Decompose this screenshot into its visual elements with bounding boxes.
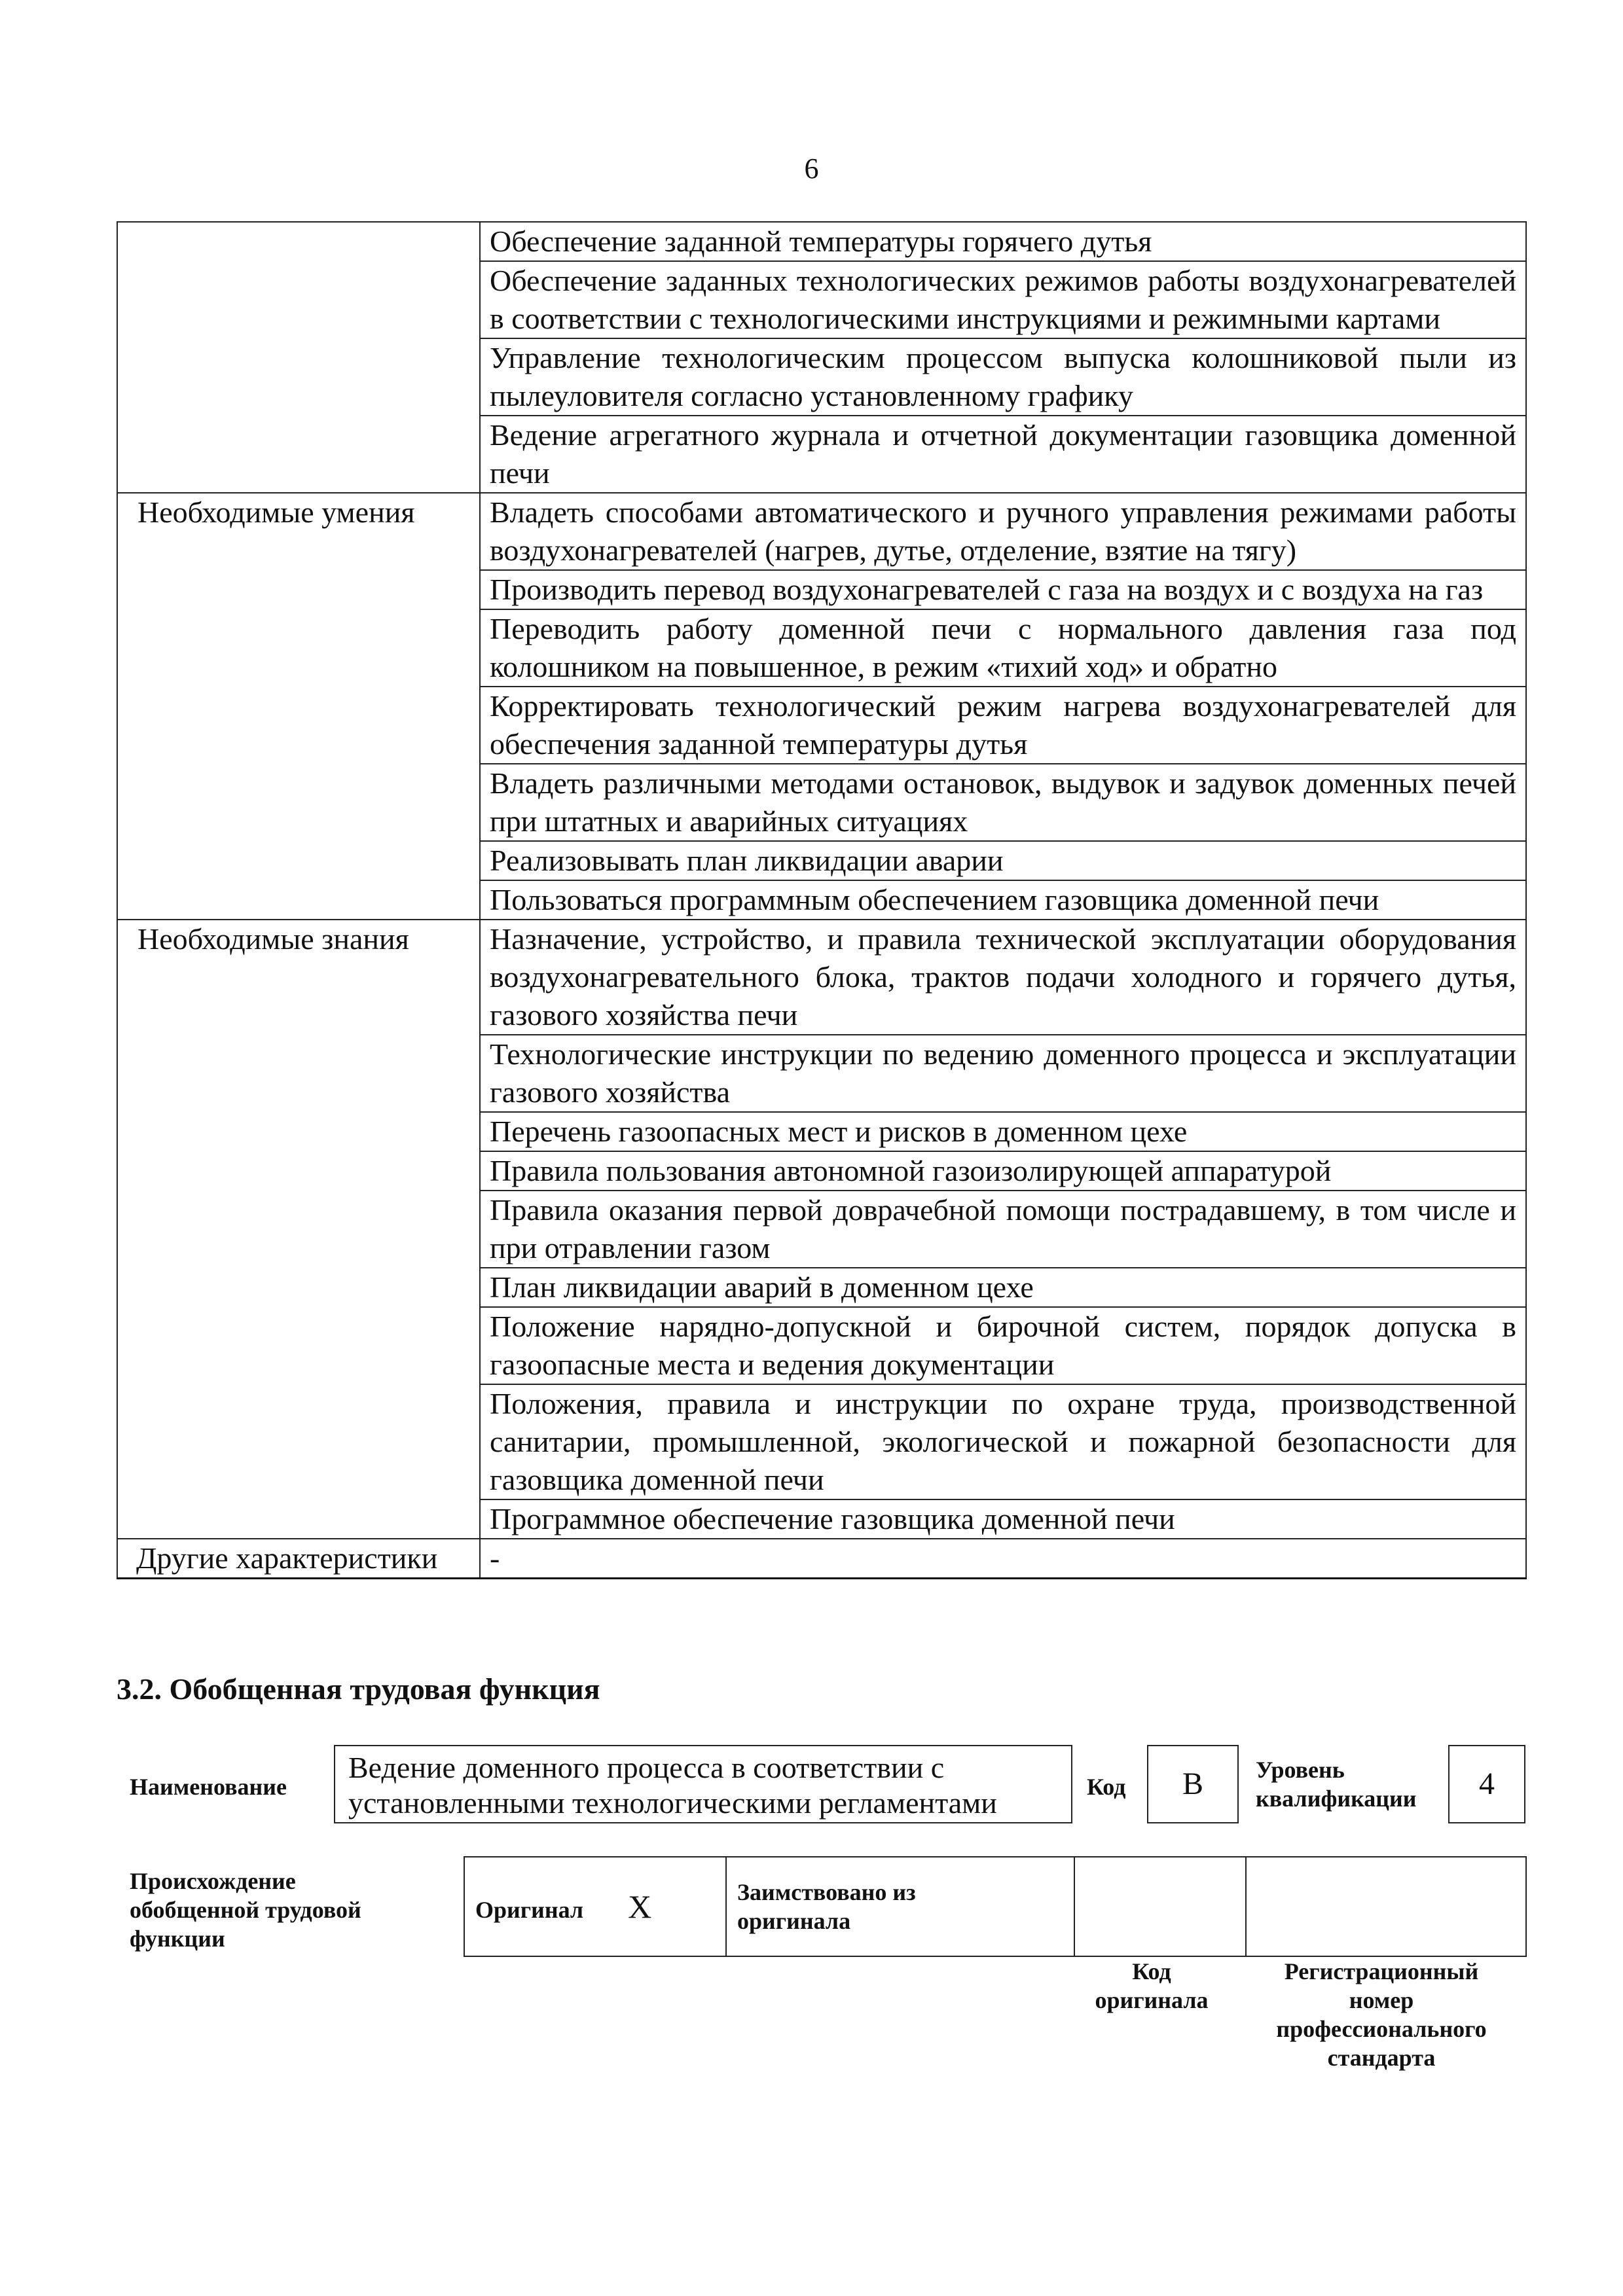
code-label: Код bbox=[1087, 1774, 1126, 1800]
table-cell: Программное обеспечение газовщика доменной печи bbox=[480, 1499, 1526, 1539]
table-row bbox=[117, 222, 1526, 261]
row-label-skills: Необходимые умения bbox=[117, 493, 480, 920]
name-field bbox=[334, 1745, 1072, 1823]
borrowed-cell bbox=[726, 1857, 1074, 1956]
section-heading: 3.2. Обобщенная трудовая функция bbox=[117, 1672, 600, 1706]
name-value-line: установленными технологическими регламентами bbox=[348, 1786, 997, 1820]
table-cell: Управление технологическим процессом выпуска колошниковой пыли из пылеуловителя согласно установленному графику bbox=[480, 338, 1526, 416]
table-cell: Обеспечение заданных технологических режимов работы воздухонагревателей в соответствии с технологическими инструкциями и режимными картами bbox=[480, 261, 1526, 338]
table-cell: Переводить работу доменной печи с нормального давления газа под колошником на повышенное, в режим «тихий ход» и обратно bbox=[480, 609, 1526, 687]
table-cell: Ведение агрегатного журнала и отчетной документации газовщика доменной печи bbox=[480, 416, 1526, 493]
caption-line: оригинала bbox=[1095, 1987, 1209, 2013]
name-value-line: Ведение доменного процесса в соответствии с bbox=[348, 1751, 945, 1784]
table-row bbox=[117, 493, 1526, 570]
borrowed-label-line: оригинала bbox=[737, 1908, 851, 1934]
table-cell: Владеть различными методами остановок, выдувок и задувок доменных печей при штатных и аварийных ситуациях bbox=[480, 764, 1526, 841]
original-code-caption bbox=[1066, 1957, 1237, 2015]
table-cell: План ликвидации аварий в доменном цехе bbox=[480, 1268, 1526, 1307]
table-cell: Реализовывать план ликвидации аварии bbox=[480, 841, 1526, 880]
origin-table bbox=[464, 1856, 1527, 1957]
origin-label-line: функции bbox=[130, 1926, 225, 1952]
table-cell: Назначение, устройство, и правила технической эксплуатации оборудования воздухонагревательного блока, трактов подачи холодного и горячего дутья, газового хозяйства печи bbox=[480, 920, 1526, 1035]
table-cell: Правила оказания первой доврачебной помощи пострадавшему, в том числе и при отравлении газом bbox=[480, 1191, 1526, 1268]
registration-number-cell bbox=[1246, 1857, 1526, 1956]
level-value: 4 bbox=[1448, 1745, 1525, 1823]
origin-row bbox=[464, 1857, 1526, 1956]
page-number: 6 bbox=[804, 152, 819, 185]
row-label-knowledge: Необходимые знания bbox=[117, 920, 480, 1539]
origin-label-line: Происхождение bbox=[130, 1868, 296, 1894]
level-label-line: Уровень bbox=[1256, 1757, 1345, 1783]
caption-line: стандарта bbox=[1327, 2045, 1436, 2071]
table-cell: Корректировать технологический режим нагрева воздухонагревателей для обеспечения заданной температуры дутья bbox=[480, 687, 1526, 764]
requirements-table bbox=[117, 221, 1527, 1579]
caption-line: Регистрационный bbox=[1284, 1958, 1479, 1984]
table-cell: Положение нарядно-допускной и бирочной систем, порядок допуска в газоопасные места и ведения документации bbox=[480, 1307, 1526, 1384]
origin-label-line: обобщенной трудовой bbox=[130, 1897, 361, 1923]
table-cell: Положения, правила и инструкции по охране труда, производственной санитарии, промышленной, экологической и пожарной безопасности для газовщика доменной печи bbox=[480, 1384, 1526, 1499]
code-value: B bbox=[1147, 1745, 1239, 1823]
table-cell: Владеть способами автоматического и ручного управления режимами работы воздухонагревателей (нагрев, дутье, отделение, взятие на тягу) bbox=[480, 493, 1526, 570]
original-cell bbox=[464, 1857, 726, 1956]
table-cell: Правила пользования автономной газоизолирующей аппаратурой bbox=[480, 1151, 1526, 1191]
table-cell: Перечень газоопасных мест и рисков в доменном цехе bbox=[480, 1112, 1526, 1151]
table-row bbox=[117, 920, 1526, 1035]
registration-number-caption bbox=[1237, 1957, 1525, 2072]
table-cell: Технологические инструкции по ведению доменного процесса и эксплуатации газового хозяйства bbox=[480, 1035, 1526, 1112]
original-label: Оригинал bbox=[475, 1897, 584, 1923]
table-cell: Производить перевод воздухонагревателей с газа на воздух и с воздуха на газ bbox=[480, 570, 1526, 609]
level-label bbox=[1256, 1755, 1417, 1813]
row-label-other: Другие характеристики bbox=[117, 1539, 480, 1579]
row-label-empty bbox=[117, 222, 480, 493]
table-cell: - bbox=[480, 1539, 1526, 1579]
table-row bbox=[117, 1539, 1526, 1579]
name-label: Наименование bbox=[130, 1774, 287, 1800]
caption-line: номер bbox=[1349, 1987, 1414, 2013]
table-cell: Обеспечение заданной температуры горячего дутья bbox=[480, 222, 1526, 261]
table-cell: Пользоваться программным обеспечением газовщика доменной печи bbox=[480, 880, 1526, 920]
caption-line: профессионального bbox=[1276, 2016, 1487, 2042]
original-code-cell bbox=[1074, 1857, 1246, 1956]
original-mark: X bbox=[628, 1888, 652, 1925]
borrowed-label-line: Заимствовано из bbox=[737, 1879, 916, 1905]
origin-label bbox=[130, 1867, 361, 1953]
caption-line: Код bbox=[1132, 1958, 1171, 1984]
level-label-line: квалификации bbox=[1256, 1785, 1417, 1812]
